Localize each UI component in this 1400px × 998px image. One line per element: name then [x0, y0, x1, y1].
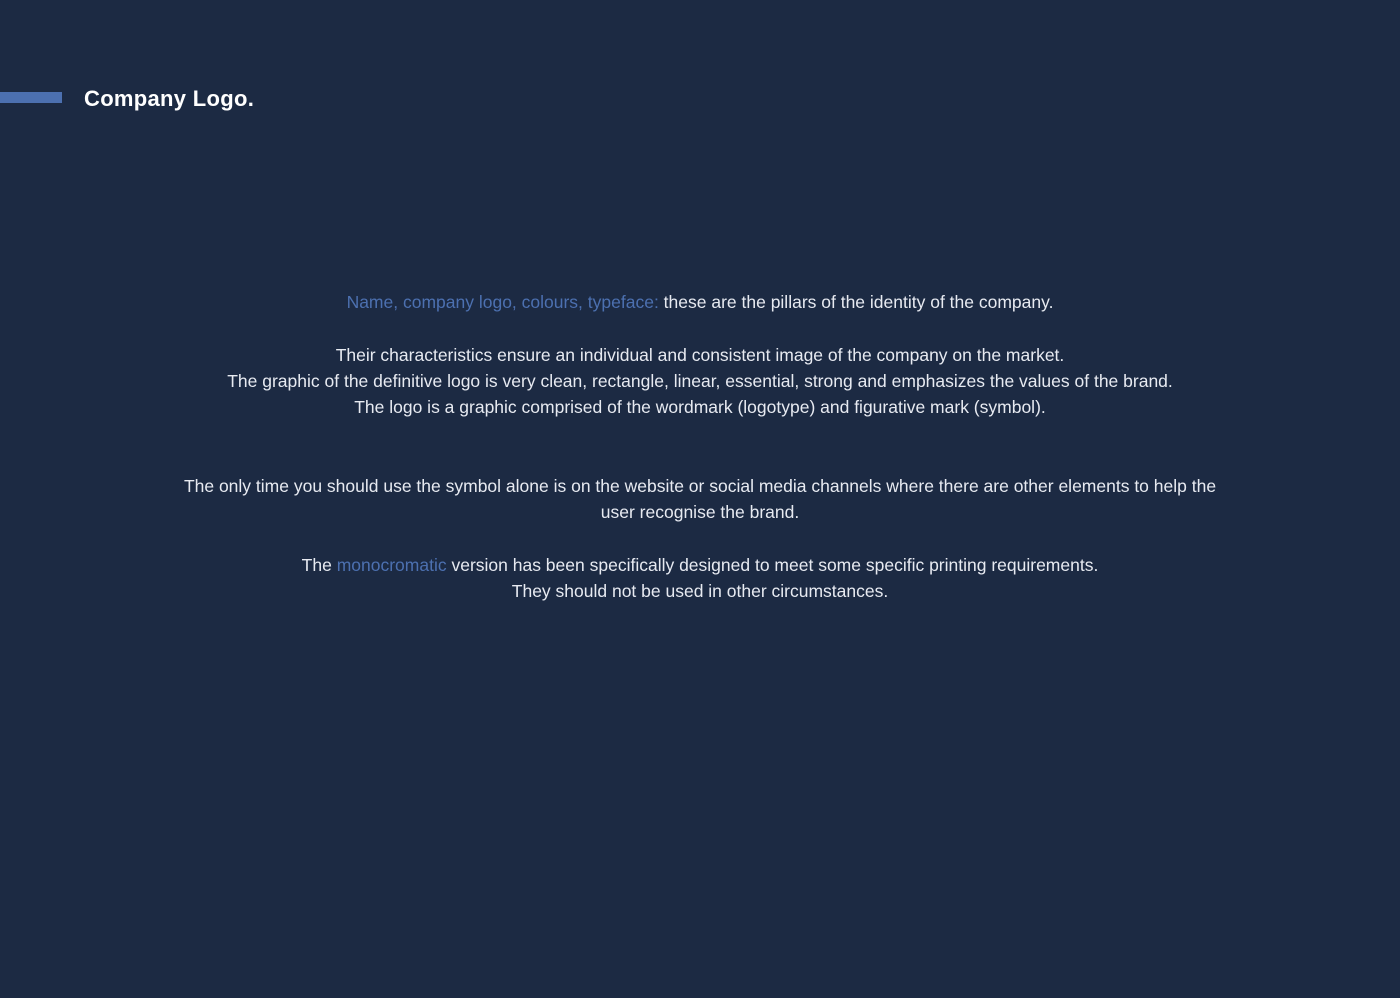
symbol-usage-line-2: user recognise the brand.: [600, 502, 800, 522]
characteristics-line-2: The graphic of the definitive logo is very clean, rectangle, linear, essential, strong and emphasizes the values of the brand.: [227, 370, 1173, 391]
monochromatic-line-1: [0, 552, 1400, 578]
symbol-usage-line-1: The only time you should use the symbol alone is on the website or social media channels where there are other elements to help the: [183, 475, 1217, 496]
symbol-usage-paragraph: [0, 473, 1400, 526]
monochromatic-paragraph: [0, 552, 1400, 605]
monochromatic-pre-text: The: [301, 554, 337, 575]
characteristics-line-1: Their characteristics ensure an individual and consistent image of the company on the market.: [335, 344, 1065, 365]
accent-bar: [0, 92, 62, 103]
intro-line: [0, 289, 1400, 315]
monochromatic-line-2: They should not be used in other circumstances.: [511, 580, 889, 601]
intro-rest-text: these are the pillars of the identity of the company.: [658, 292, 1054, 312]
monochromatic-highlight-text: monocromatic: [336, 554, 447, 575]
monochromatic-post-text: version has been specifically designed to meet some specific printing requirements.: [446, 554, 1099, 575]
page-title: Company Logo.: [84, 86, 255, 111]
intro-highlight-text: Name, company logo, colours, typeface:: [346, 292, 659, 312]
characteristics-paragraph: [0, 342, 1400, 421]
body-copy: [0, 289, 1400, 604]
characteristics-line-3: The logo is a graphic comprised of the wordmark (logotype) and figurative mark (symbol).: [354, 397, 1046, 417]
